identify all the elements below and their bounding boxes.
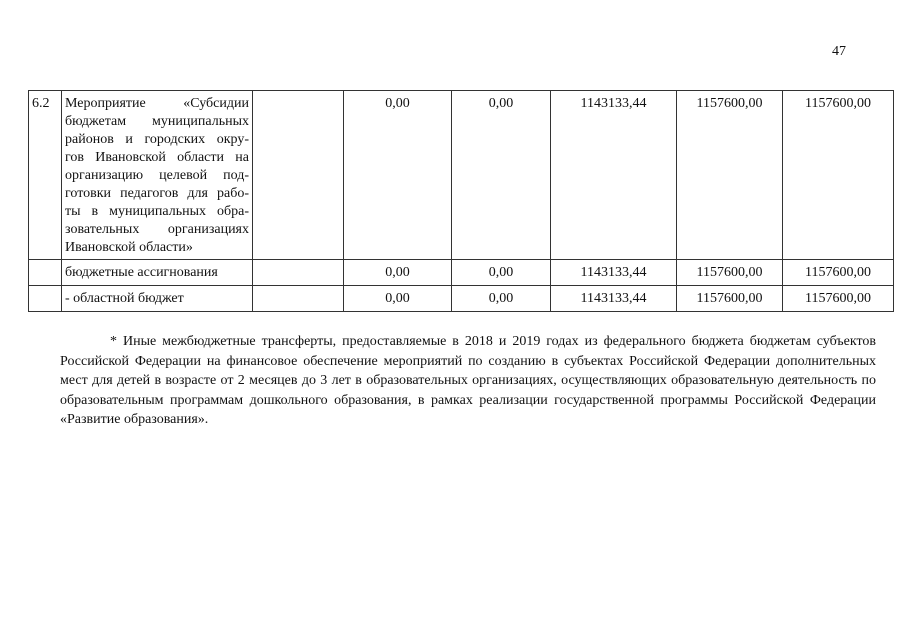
value-cell: 1157600,00 [677,286,783,312]
footnote: * Иные межбюджетные трансферты, предоставляемые в 2018 и 2019 годах из федерального бюджета бюджетам субъектов Российской Федерации на финансовое обеспечение мероприятий по созданию в субъектах Российской Федерации дополнительных мест для детей в возрасте от 2 месяцев до 3 лет в образовательных организациях, осуществляющих образовательную деятельность по образовательным программам дошкольного образования, в рамках реализации государственной программы Российской Федерации «Развитие образования». [60,334,876,427]
value-cell: 0,00 [452,91,551,260]
desc-line: районов и городских окру- [65,132,249,147]
desc-line: зовательных организациях [65,222,249,237]
table-row [29,260,894,286]
value-cell: 1143133,44 [551,91,677,260]
value-cell: 1143133,44 [551,260,677,286]
budget-table [28,90,894,312]
row-number: 6.2 [29,91,62,260]
blank-cell [253,91,344,260]
row-description: бюджетные ассигнования [62,260,253,286]
desc-line: гов Ивановской области на [65,150,249,165]
desc-line: готовки педагогов для рабо- [65,186,249,201]
value-cell: 0,00 [344,91,452,260]
value-cell: 1157600,00 [783,286,894,312]
value-cell: 1157600,00 [677,260,783,286]
blank-cell [253,286,344,312]
desc-line: ты в муниципальных обра- [65,204,249,219]
value-cell: 1157600,00 [783,260,894,286]
row-description: - областной бюджет [62,286,253,312]
blank-cell [253,260,344,286]
desc-line: Мероприятие «Субсидии [65,96,249,111]
value-cell: 1157600,00 [677,91,783,260]
value-cell: 0,00 [452,286,551,312]
value-cell: 0,00 [344,286,452,312]
page-number: 47 [832,44,846,59]
desc-line: Ивановской области» [65,240,193,255]
desc-line: организацию целевой под- [65,168,249,183]
table-row [29,91,894,260]
desc-line: бюджетам муниципальных [65,114,249,129]
row-description [62,91,253,260]
value-cell: 0,00 [452,260,551,286]
value-cell: 1143133,44 [551,286,677,312]
table-row [29,286,894,312]
value-cell: 0,00 [344,260,452,286]
row-number [29,260,62,286]
row-number [29,286,62,312]
value-cell: 1157600,00 [783,91,894,260]
